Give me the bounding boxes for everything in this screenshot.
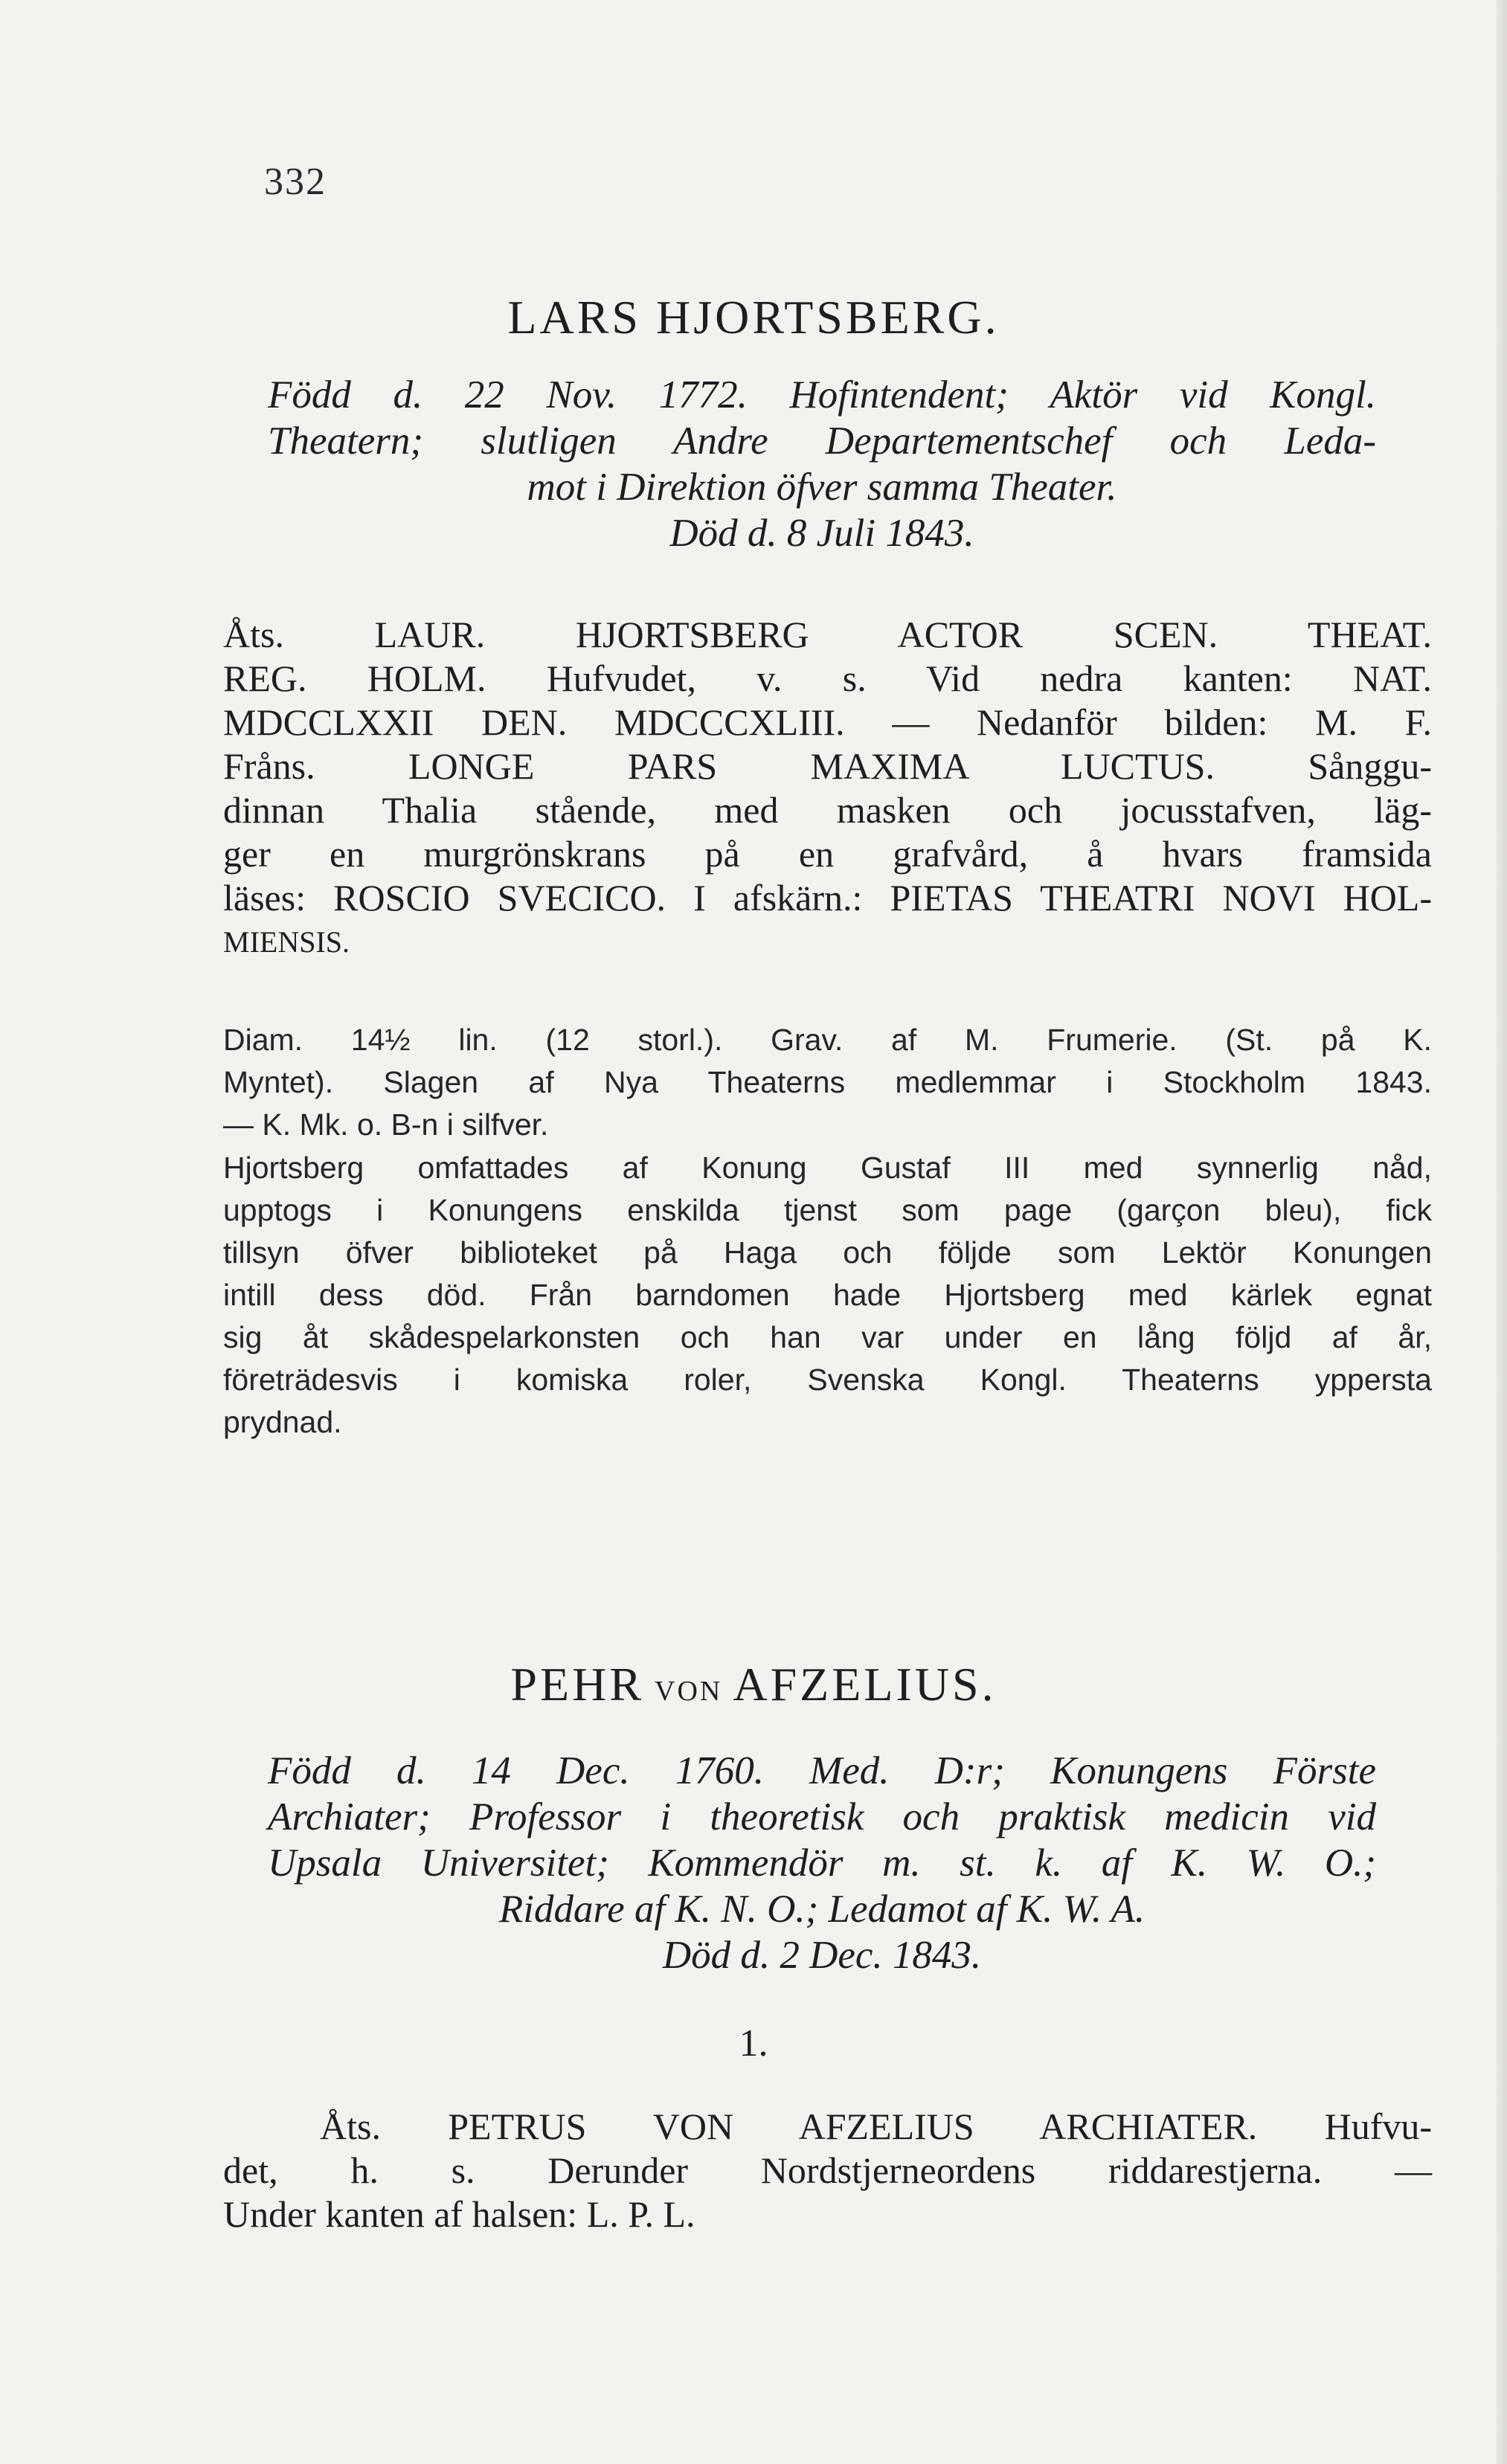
specs-line: — K. Mk. o. B-n i silfver. [223,1107,549,1142]
heading-last-name: AFZELIUS. [733,1658,997,1711]
biography-hjortsberg [268,372,1376,556]
medal-line: dinnan Thalia stående, med masken och jocusstafven, läg- [223,789,1432,831]
medal-description-hjortsberg [223,613,1432,964]
medal-line: Åts. LAUR. HJORTSBERG ACTOR SCEN. THEAT. [223,614,1432,655]
bio-line: Död d. 8 Juli 1843. [669,512,974,555]
medal-line: MDCCLXXII DEN. MDCCCXLIII. — Nedanför bilden: M. F. [223,701,1432,743]
heading-first-name: PEHR [510,1658,645,1711]
specs-line: Diam. 14½ lin. (12 storl.). Grav. af M. Frumerie. (St. på K. [223,1023,1432,1057]
bio-line: Född d. 22 Nov. 1772. Hofintendent; Aktör vid Kongl. [268,373,1376,416]
bio-line: Upsala Universitet; Kommendör m. st. k. af K. W. O.; [268,1841,1376,1885]
text-line: prydnad. [223,1405,342,1439]
medal-line: läses: ROSCIO SVECICO. I afskärn.: PIETAS THEATRI NOVI HOL- [223,877,1432,919]
medal-line: Åts. PETRUS VON AFZELIUS ARCHIATER. Hufvu- [320,2106,1432,2147]
bio-line: Archiater; Professor i theoretisk och praktisk medicin vid [268,1795,1376,1839]
medal-line: REG. HOLM. Hufvudet, v. s. Vid nedra kanten: NAT. [223,657,1432,699]
page-number: 332 [264,161,327,203]
heading-particle: VON [655,1676,723,1707]
bio-line: mot i Direktion öfver samma Theater. [527,466,1117,509]
medal-number: 1. [739,2022,768,2065]
entry-heading-hjortsberg: LARS HJORTSBERG. [507,291,1000,344]
bio-line: Död d. 2 Dec. 1843. [662,1934,982,1977]
bio-line: Riddare af K. N. O.; Ledamot af K. W. A. [498,1888,1145,1931]
text-line: sig åt skådespelarkonsten och han var under en lång följd af år, [223,1320,1432,1354]
medal-line: det, h. s. Derunder Nordstjerneordens riddarestjerna. — [223,2149,1432,2191]
text-line: tillsyn öfver biblioteket på Haga och följde som Lektör Konungen [223,1235,1432,1270]
bio-line: Theatern; slutligen Andre Departementschef och Leda- [268,419,1376,463]
text-line: företrädesvis i komiska roler, Svenska Kongl. Theaterns yppersta [223,1363,1432,1397]
medal-line: Fråns. LONGE PARS MAXIMA LUCTUS. Sånggu- [223,745,1432,787]
medal-line: MIENSIS. [223,925,350,959]
text-line: intill dess död. Från barndomen hade Hjortsberg med kärlek egnat [223,1278,1432,1312]
medal-specs-hjortsberg [223,1019,1432,1146]
biography-afzelius [268,1748,1376,1978]
text-line: Hjortsberg omfattades af Konung Gustaf III med synnerlig nåd, [223,1151,1432,1185]
medal-line: Under kanten af halsen: L. P. L. [223,2193,695,2235]
specs-line: Myntet). Slagen af Nya Theaterns medlemmar i Stockholm 1843. [223,1065,1432,1099]
page-edge [1497,0,1507,2464]
text-line: upptogs i Konungens enskilda tjenst som page (garçon bleu), fick [223,1193,1432,1227]
medal-description-afzelius [223,2105,1432,2236]
bio-line: Född d. 14 Dec. 1760. Med. D:r; Konungens Förste [268,1749,1376,1792]
medal-line: ger en murgrönskrans på en grafvård, å hvars framsida [223,833,1432,875]
body-text-hjortsberg [223,1147,1432,1444]
entry-heading-afzelius [0,1657,1507,1712]
